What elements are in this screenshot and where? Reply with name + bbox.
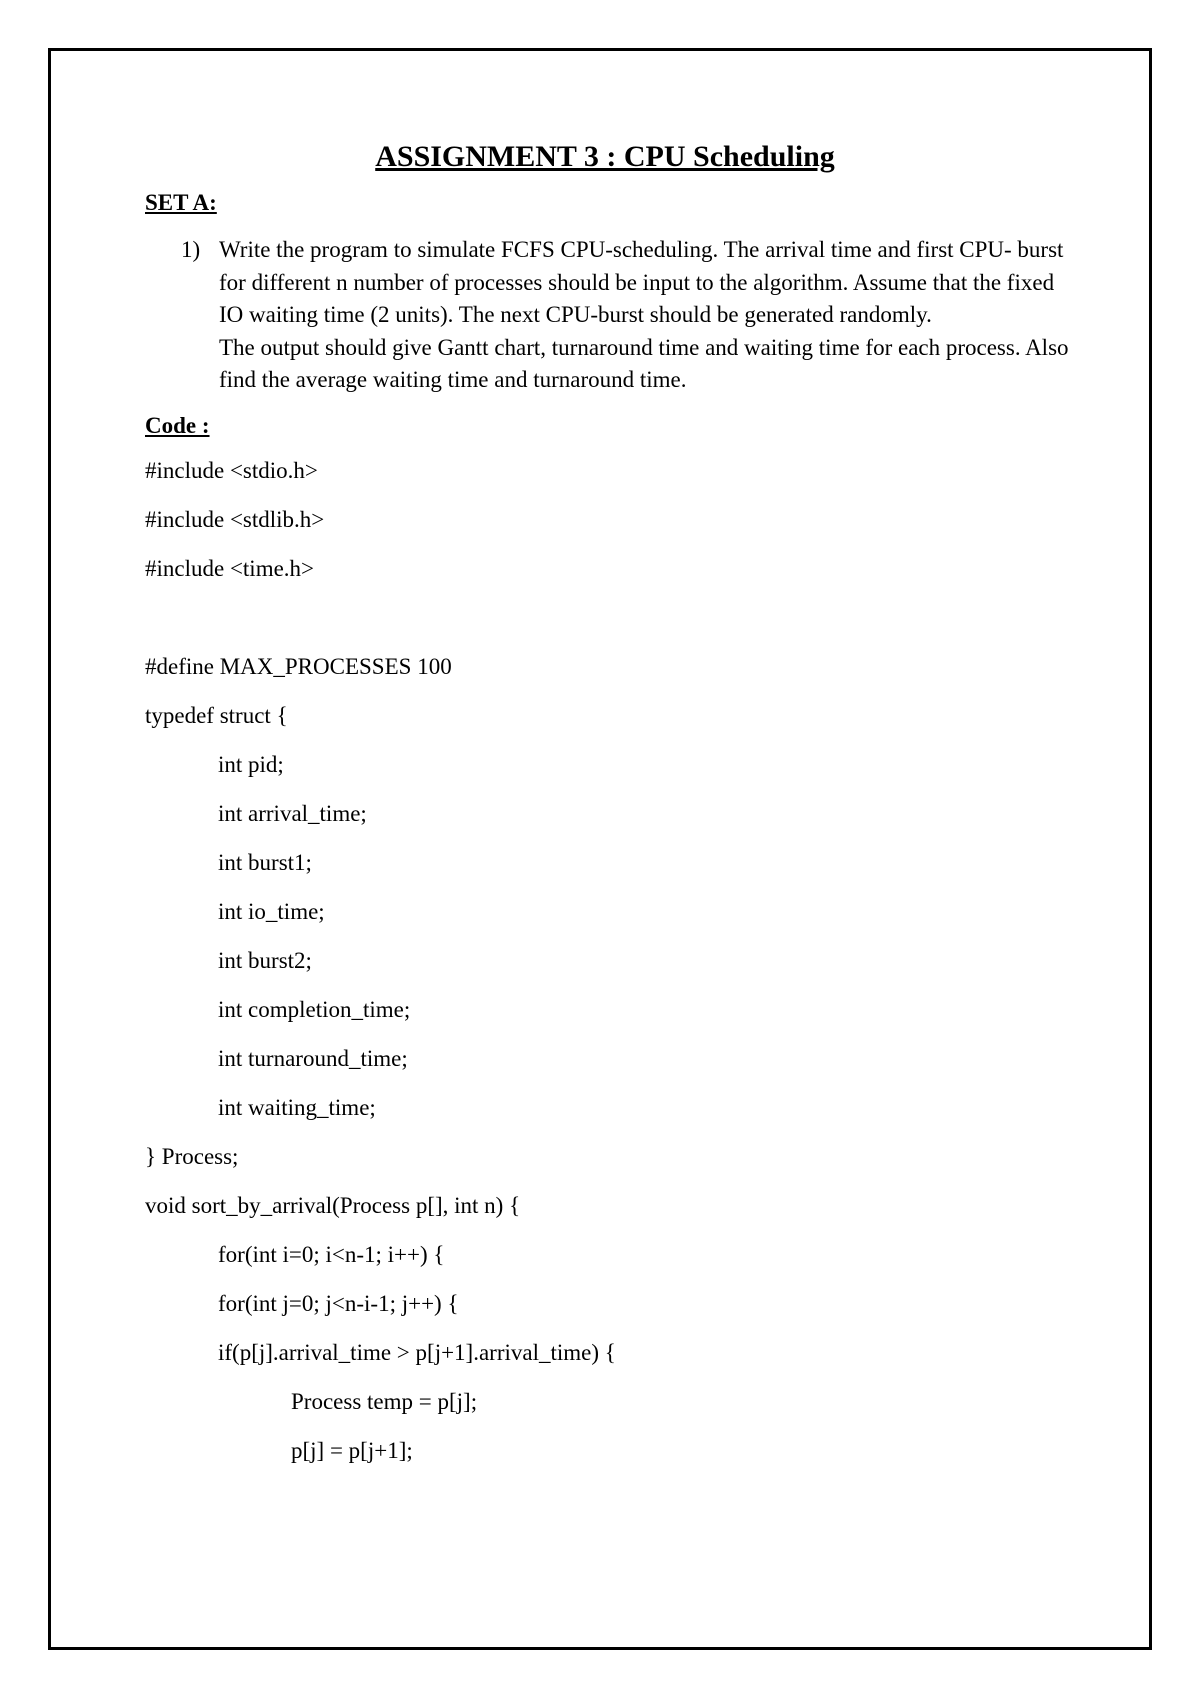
code-line: #define MAX_PROCESSES 100 xyxy=(145,653,452,679)
code-line: int waiting_time; xyxy=(218,1094,376,1120)
question-paragraph-2: The output should give Gantt chart, turnaround time and waiting time for each process. Also find the average waiting time and turnaround time. xyxy=(219,334,1069,392)
code-line: int pid; xyxy=(218,751,284,777)
question-number: 1) xyxy=(181,237,201,262)
code-line: if(p[j].arrival_time > p[j+1].arrival_time) { xyxy=(218,1339,616,1365)
code-line-blank xyxy=(145,603,1085,652)
document-title: ASSIGNMENT 3 : CPU Scheduling xyxy=(375,140,835,173)
question-paragraph-1: Write the program to simulate FCFS CPU-scheduling. The arrival time and first CPU- burst for different n number of processes should be input to the algorithm. Assume that the fixed IO waiting time (2 units). The next CPU-burst should be generated randomly. xyxy=(219,237,1064,327)
code-line: } Process; xyxy=(145,1143,239,1169)
code-block xyxy=(145,456,1085,1485)
code-line: #include <time.h> xyxy=(145,555,315,581)
code-line: for(int j=0; j<n-i-1; j++) { xyxy=(218,1290,459,1316)
code-line: Process temp = p[j]; xyxy=(291,1388,478,1414)
question-1 xyxy=(181,234,1085,397)
code-line: int burst1; xyxy=(218,849,312,875)
code-line: int completion_time; xyxy=(218,996,411,1022)
question-text xyxy=(219,234,1069,397)
code-line: int arrival_time; xyxy=(218,800,367,826)
code-line: void sort_by_arrival(Process p[], int n) { xyxy=(145,1192,521,1218)
code-line: int turnaround_time; xyxy=(218,1045,408,1071)
set-heading: SET A: xyxy=(145,190,217,215)
code-line: #include <stdlib.h> xyxy=(145,506,325,532)
document-content xyxy=(145,140,1085,1485)
code-line: int burst2; xyxy=(218,947,312,973)
code-line: p[j] = p[j+1]; xyxy=(291,1437,413,1463)
code-heading: Code : xyxy=(145,412,210,438)
code-line: #include <stdio.h> xyxy=(145,457,318,483)
code-line: for(int i=0; i<n-1; i++) { xyxy=(218,1241,445,1267)
code-line: int io_time; xyxy=(218,898,325,924)
code-line: typedef struct { xyxy=(145,702,288,728)
